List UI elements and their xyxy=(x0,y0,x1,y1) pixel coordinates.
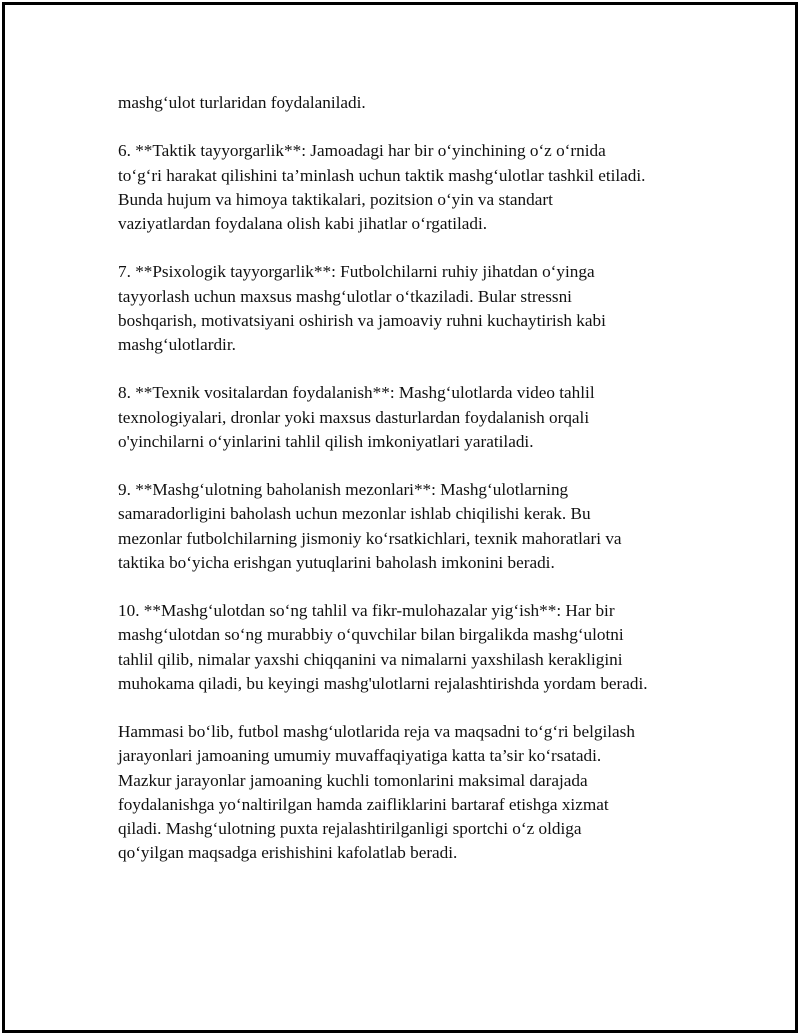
text-line: o'yinchilarni o‘yinlarini tahlil qilish imkoniyatlari yaratiladi. xyxy=(118,431,534,451)
text-line: Hammasi bo‘lib, futbol mashg‘ulotlarida reja va maqsadni to‘g‘ri belgilash xyxy=(118,722,635,742)
text-line: qo‘yilgan maqsadga erishishini kafolatlab beradi. xyxy=(118,843,458,863)
paragraph-intro-continuation xyxy=(118,91,698,115)
paragraph-item-7-psychological-preparation xyxy=(118,260,698,357)
document-body xyxy=(118,91,698,890)
text-line: Mazkur jarayonlar jamoaning kuchli tomonlarini maksimal darajada xyxy=(118,770,588,790)
paragraph-item-6-tactical-preparation xyxy=(118,139,698,236)
text-line: mashg‘ulotlardir. xyxy=(118,335,236,354)
text-line: 9. **Mashg‘ulotning baholanish mezonlari**: Mashg‘ulotlarning xyxy=(118,480,569,500)
text-line: 10. **Mashg‘ulotdan so‘ng tahlil va fikr-mulohazalar yig‘ish**: Har bir xyxy=(118,601,615,621)
text-line: qiladi. Mashg‘ulotning puxta rejalashtirilganligi sportchi o‘z oldiga xyxy=(118,819,582,838)
text-line: vaziyatlardan foydalana olish kabi jihatlar o‘rgatiladi. xyxy=(118,214,488,233)
text-line: 6. **Taktik tayyorgarlik**: Jamoadagi har bir o‘yinchining o‘z o‘rnida xyxy=(118,141,606,161)
text-line: mashg‘ulot turlaridan foydalaniladi. xyxy=(118,93,366,112)
paragraph-item-10-post-training-analysis xyxy=(118,599,698,696)
text-line: 8. **Texnik vositalardan foydalanish**: Mashg‘ulotlarda video tahlil xyxy=(118,383,595,403)
text-line: foydalanishga yo‘naltirilgan hamda zaifliklarini bartaraf etishga xizmat xyxy=(118,794,609,814)
text-line: jarayonlari jamoaning umumiy muvaffaqiyatiga katta ta’sir ko‘rsatadi. xyxy=(118,746,602,766)
paragraph-item-8-technical-tools xyxy=(118,381,698,454)
text-line: boshqarish, motivatsiyani oshirish va jamoaviy ruhni kuchaytirish kabi xyxy=(118,310,606,330)
text-line: samaradorligini baholash uchun mezonlar ishlab chiqilishi kerak. Bu xyxy=(118,504,591,524)
text-line: mashg‘ulotdan so‘ng murabbiy o‘quvchilar bilan birgalikda mashg‘ulotni xyxy=(118,625,624,645)
text-line: tahlil qilib, nimalar yaxshi chiqqanini va nimalarni yaxshilash kerakligini xyxy=(118,649,623,669)
paragraph-conclusion xyxy=(118,720,698,865)
text-line: Bunda hujum va himoya taktikalari, pozitsion o‘yin va standart xyxy=(118,189,553,209)
text-line: 7. **Psixologik tayyorgarlik**: Futbolchilarni ruhiy jihatdan o‘yinga xyxy=(118,262,595,282)
text-line: tayyorlash uchun maxsus mashg‘ulotlar o‘tkaziladi. Bular stressni xyxy=(118,286,572,306)
text-line: to‘g‘ri harakat qilishini ta’minlash uchun taktik mashg‘ulotlar tashkil etiladi. xyxy=(118,165,646,185)
text-line: muhokama qiladi, bu keyingi mashg'ulotlarni rejalashtirishda yordam beradi. xyxy=(118,673,648,693)
paragraph-item-9-evaluation-criteria xyxy=(118,478,698,575)
text-line: taktika bo‘yicha erishgan yutuqlarini baholash imkonini beradi. xyxy=(118,552,555,572)
text-line: texnologiyalari, dronlar yoki maxsus dasturlardan foydalanish orqali xyxy=(118,407,590,427)
text-line: mezonlar futbolchilarning jismoniy ko‘rsatkichlari, texnik mahoratlari va xyxy=(118,528,622,548)
